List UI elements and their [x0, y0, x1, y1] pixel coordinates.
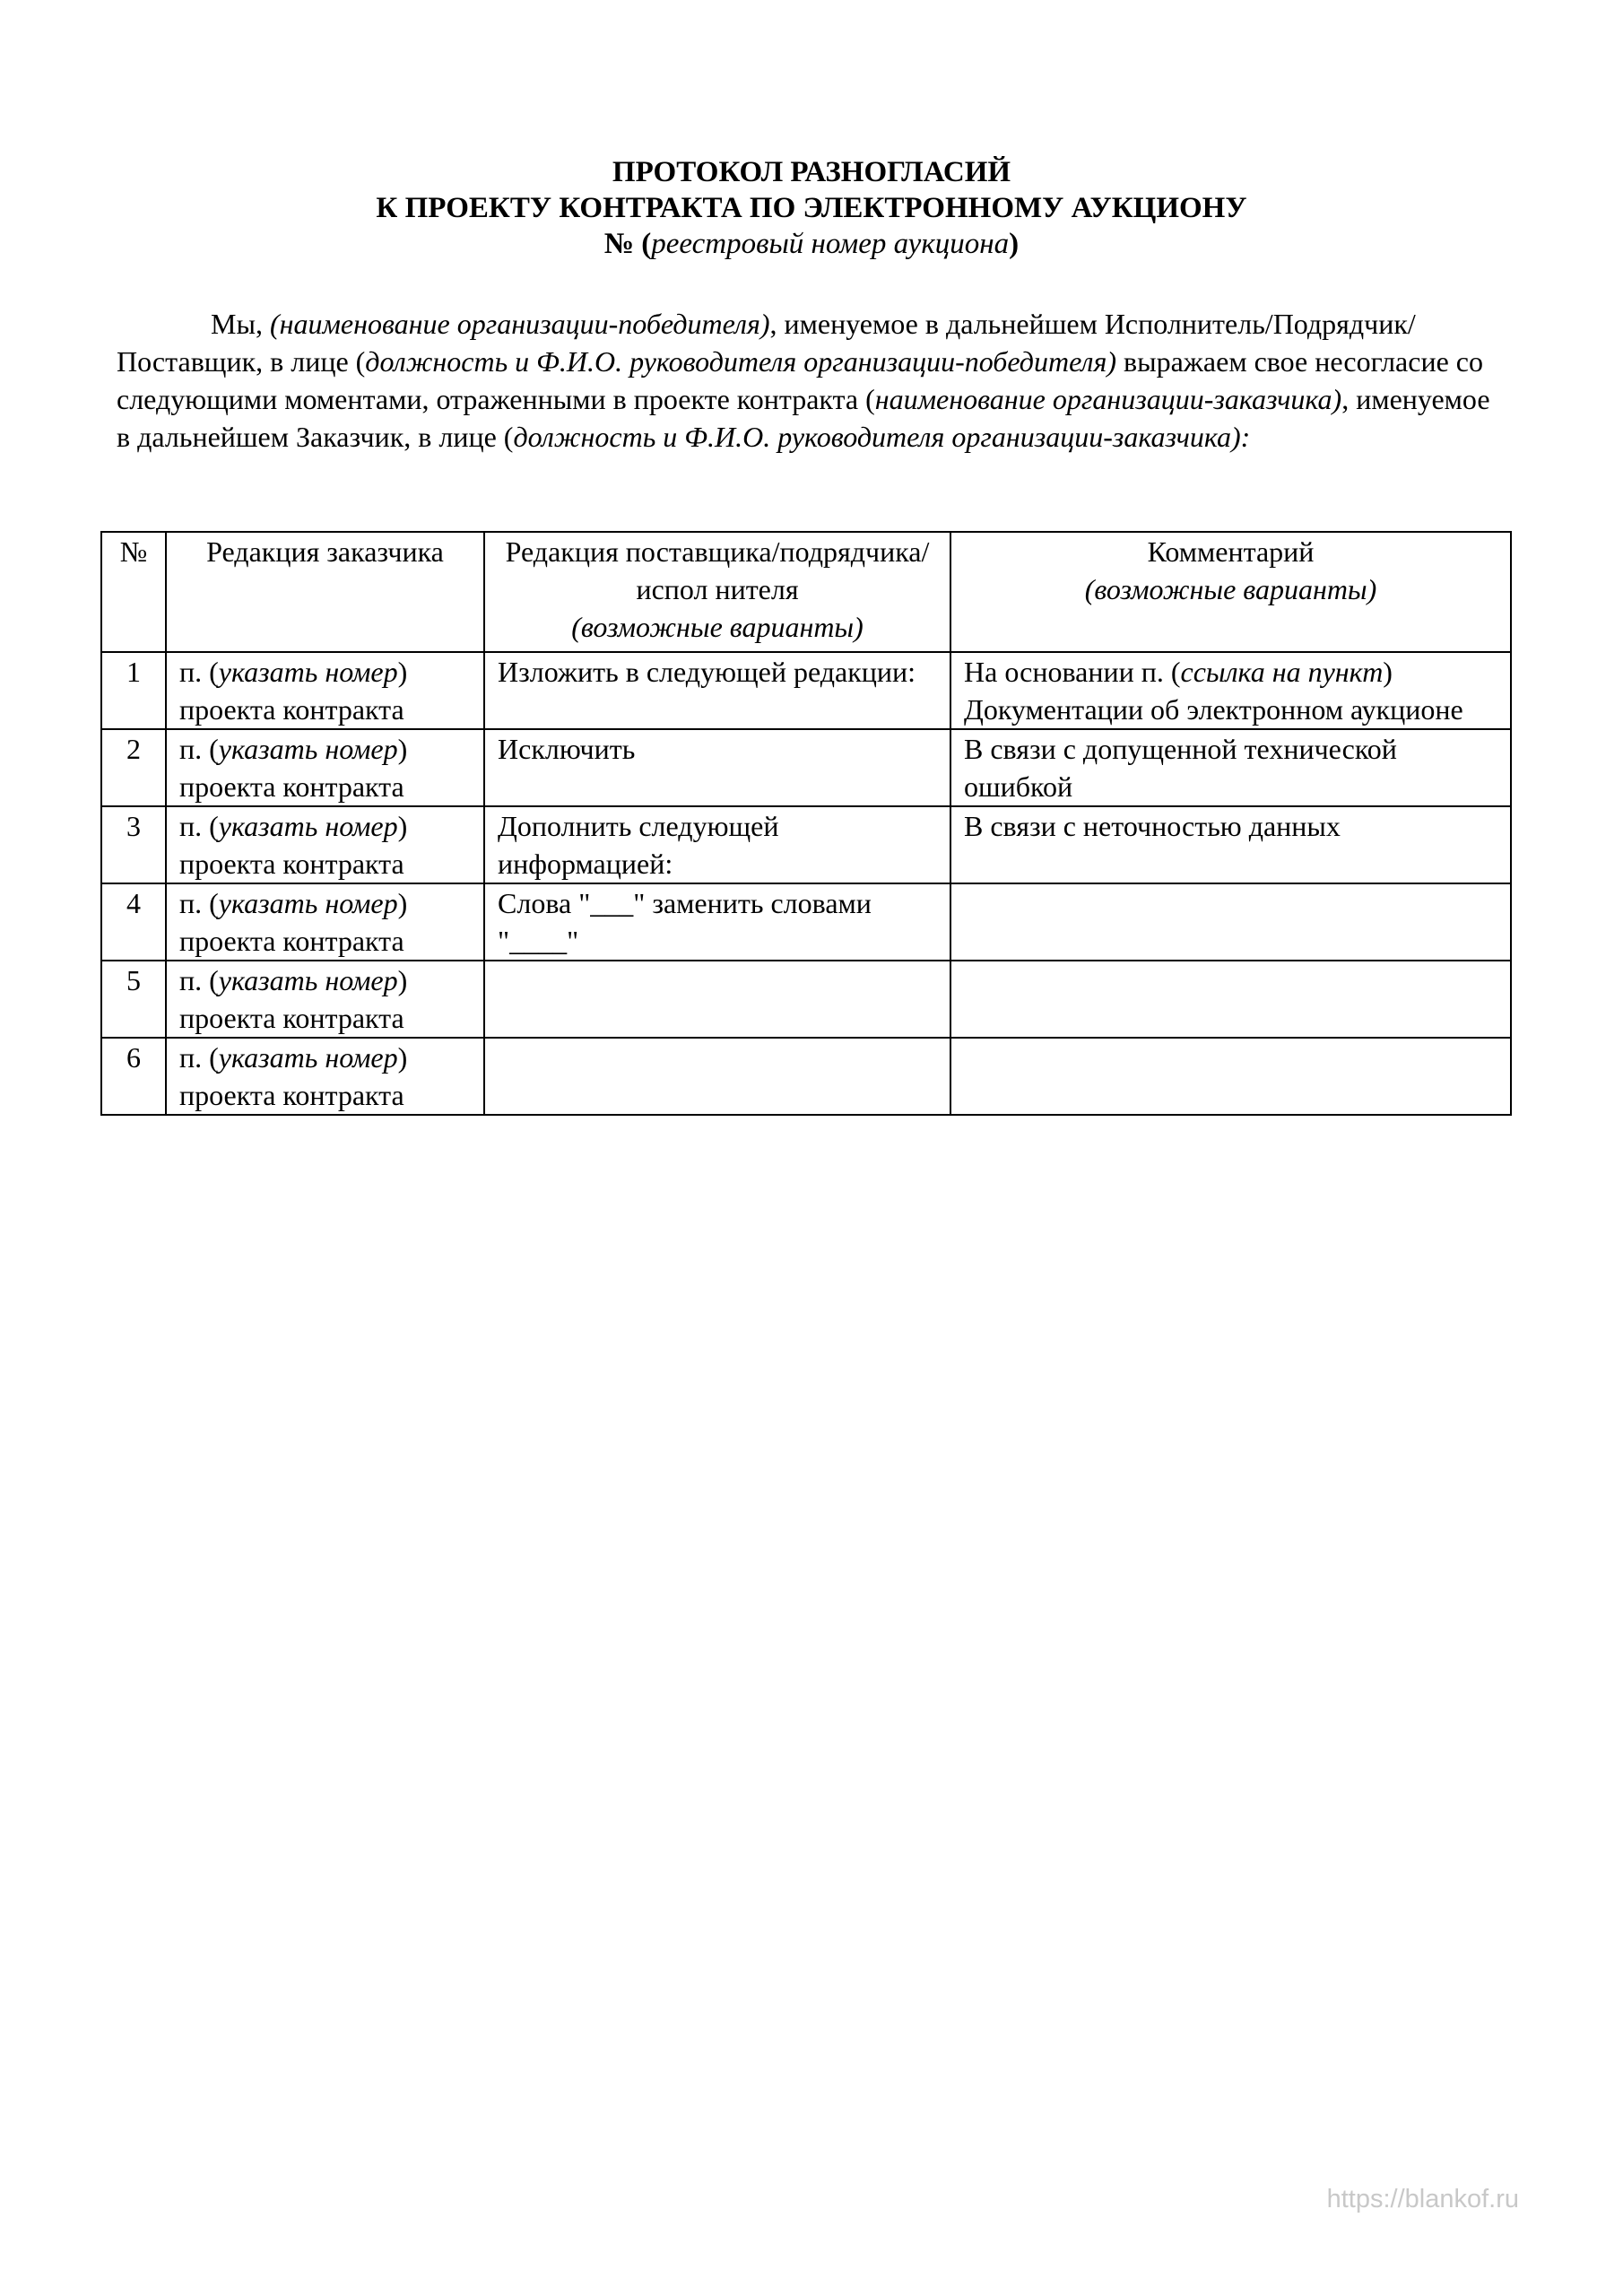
- customer-edition-cell: п. (указать номер) проекта контракта: [166, 1038, 484, 1115]
- header-comment: Комментарий (возможные варианты): [950, 532, 1511, 652]
- customer-edition-cell: п. (указать номер) проекта контракта: [166, 652, 484, 729]
- table-header-row: [101, 532, 1511, 652]
- intro-paragraph: Мы, (наименование организации-победителя), именуемое в дальнейшем Исполнитель/Подрядчик/Поставщик, в лице (должность и Ф.И.О. руководителя организации-победителя) выражаем свое несогласие со следующими моментами, отраженными в проекте контракта (наименование организации-заказчика), именуемое в дальнейшем Заказчик, в лице (должность и Ф.И.О. руководителя организации-заказчика):: [117, 308, 1490, 453]
- number-sign: №: [603, 228, 635, 260]
- header-number: №: [101, 532, 166, 652]
- supplier-edition-cell: [484, 961, 950, 1038]
- title-line-1: ПРОТОКОЛ РАЗНОГЛАСИЙ: [612, 156, 1011, 188]
- row-number: 4: [101, 883, 166, 961]
- table-row: [101, 961, 1511, 1038]
- row-number: 3: [101, 806, 166, 883]
- comment-cell: В связи с допущенной технической ошибкой: [950, 729, 1511, 806]
- row-number: 2: [101, 729, 166, 806]
- header-customer-edition: Редакция заказчика: [166, 532, 484, 652]
- supplier-edition-cell: [484, 1038, 950, 1115]
- table-row: [101, 1038, 1511, 1115]
- comment-cell: [950, 1038, 1511, 1115]
- header-supplier-edition: Редакция поставщика/подрядчика/испол нителя (возможные варианты): [484, 532, 950, 652]
- winner-head-placeholder: должность и Ф.И.О. руководителя организации-победителя): [365, 345, 1116, 378]
- comment-cell: На основании п. (ссылка на пункт) Документации об электронном аукционе: [950, 652, 1511, 729]
- site-watermark: https://blankof.ru: [1326, 2185, 1519, 2213]
- comment-cell: [950, 961, 1511, 1038]
- document-title: [0, 154, 1623, 262]
- table-row: [101, 729, 1511, 806]
- supplier-edition-cell: Изложить в следующей редакции:: [484, 652, 950, 729]
- customer-edition-cell: п. (указать номер) проекта контракта: [166, 961, 484, 1038]
- comment-cell: [950, 883, 1511, 961]
- customer-edition-cell: п. (указать номер) проекта контракта: [166, 806, 484, 883]
- customer-head-placeholder: должность и Ф.И.О. руководителя организации-заказчика):: [513, 421, 1251, 453]
- table-row: [101, 652, 1511, 729]
- comment-cell: В связи с неточностью данных: [950, 806, 1511, 883]
- customer-edition-cell: п. (указать номер) проекта контракта: [166, 729, 484, 806]
- row-number: 1: [101, 652, 166, 729]
- customer-org-placeholder: наименование организации-заказчика): [874, 383, 1342, 415]
- row-number: 6: [101, 1038, 166, 1115]
- supplier-edition-cell: Слова "___" заменить словами "____": [484, 883, 950, 961]
- auction-number-placeholder: реестровый номер аукциона: [651, 228, 1010, 260]
- disagreements-table: [100, 531, 1512, 1116]
- title-line-3: № (реестровый номер аукциона): [603, 228, 1020, 260]
- customer-edition-cell: п. (указать номер) проекта контракта: [166, 883, 484, 961]
- supplier-edition-cell: Дополнить следующей информацией:: [484, 806, 950, 883]
- supplier-edition-cell: Исключить: [484, 729, 950, 806]
- winner-org-placeholder: (наименование организации-победителя): [269, 308, 770, 340]
- table-row: [101, 883, 1511, 961]
- title-line-2: К ПРОЕКТУ КОНТРАКТА ПО ЭЛЕКТРОННОМУ АУКЦИОНУ: [376, 192, 1247, 224]
- row-number: 5: [101, 961, 166, 1038]
- table-row: [101, 806, 1511, 883]
